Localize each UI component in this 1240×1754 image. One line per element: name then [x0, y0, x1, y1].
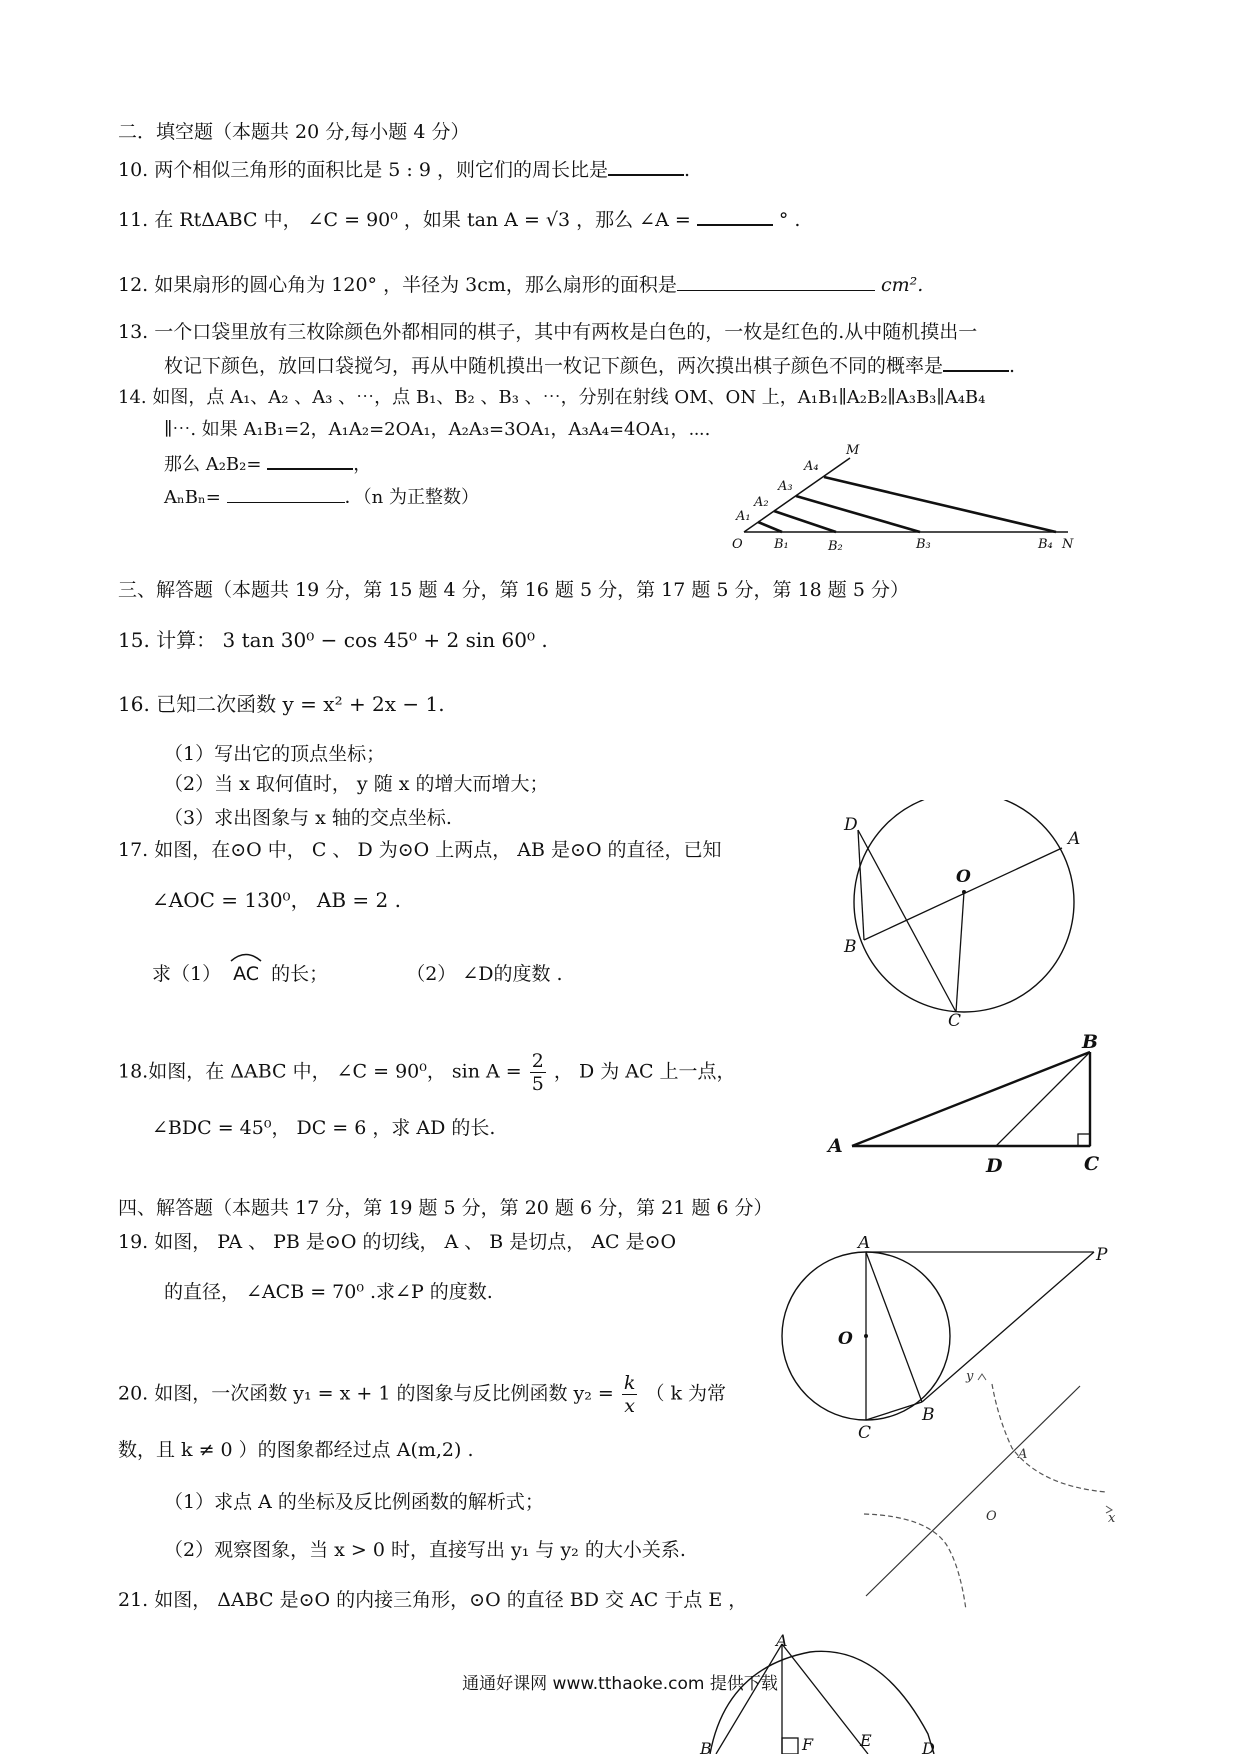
question-19-line2: 的直径， ∠ACB = 70⁰ .求∠P 的度数.	[164, 1281, 493, 1303]
label-c: C	[948, 1011, 962, 1030]
label-d: D	[844, 815, 858, 835]
label-d: D	[922, 1739, 935, 1754]
answer-blank-12[interactable]	[677, 272, 875, 291]
label-b: B	[922, 1405, 935, 1425]
label-a3: A₃	[778, 479, 793, 494]
label-a: A	[1068, 829, 1081, 849]
hyperbola-branch-2	[864, 1514, 966, 1610]
question-17-part1-end: 的长；	[271, 963, 329, 985]
question-18-text: 18.如图，在 ΔABC 中， ∠C = 90⁰， sin A =	[118, 1060, 522, 1083]
question-16-part2: （2）当 x 取何值时， y 随 x 的增大而增大；	[164, 773, 549, 795]
segment-bd	[996, 1052, 1090, 1146]
label-b3: B₃	[916, 537, 931, 552]
question-20-text: 20. 如图，一次函数 y₁ = x + 1 的图象与反比例函数 y₂ =	[118, 1382, 614, 1405]
figure-18	[820, 1028, 1110, 1178]
question-12-end: cm².	[880, 274, 924, 296]
right-angle-mark	[1078, 1134, 1090, 1146]
label-x: x	[1108, 1511, 1116, 1526]
question-14-line4	[164, 484, 479, 510]
label-m: M	[846, 443, 860, 458]
label-f: F	[802, 1735, 814, 1754]
question-17-line1: 17. 如图，在⊙O 中， C 、 D 为⊙O 上两点， AB 是⊙O 的直径，已知	[118, 839, 722, 861]
label-b: B	[700, 1739, 712, 1754]
question-17-line2: ∠AOC = 130⁰， AB = 2 .	[152, 888, 401, 912]
segment-a2b2	[774, 511, 836, 532]
question-20-part1: （1）求点 A 的坐标及反比例函数的解析式；	[164, 1491, 544, 1513]
question-14-line3	[164, 450, 371, 477]
figure-17	[836, 800, 1096, 1030]
question-20-text-end: （ k 为常	[645, 1382, 727, 1405]
question-13-text: 枚记下颜色，放回口袋搅匀，再从中随机摸出一枚记下颜色，两次摸出棋子颜色不同的概率是	[164, 355, 944, 377]
question-15: 15. 计算： 3 tan 30⁰ − cos 45⁰ + 2 sin 60⁰ .	[118, 628, 548, 652]
label-b: B	[1082, 1031, 1099, 1053]
question-20-line2: 数，且 k ≠ 0 ）的图象都经过点 A(m,2) .	[118, 1439, 474, 1461]
label-o: O	[838, 1329, 853, 1349]
circle-o-arc	[710, 1651, 934, 1754]
segment-bd	[858, 830, 864, 940]
linear-function-line	[866, 1386, 1080, 1596]
segment-a4b4	[824, 477, 1056, 532]
fraction-denominator: 5	[531, 1073, 544, 1095]
fraction-numerator: k	[623, 1372, 636, 1394]
question-16-part3: （3）求出图象与 x 轴的交点坐标.	[164, 807, 452, 829]
fraction-numerator: 2	[531, 1050, 544, 1072]
label-a2: A₂	[754, 495, 769, 510]
question-18-text-end: ， D 为 AC 上一点，	[553, 1060, 736, 1083]
segment-dc	[858, 830, 956, 1012]
answer-blank-14b[interactable]	[227, 484, 345, 503]
question-13-line1: 13. 一个口袋里放有三枚除颜色外都相同的棋子，其中有两枚是白色的，一枚是红色的.从中随机摸出一	[118, 321, 978, 343]
fraction-2-5	[530, 1050, 546, 1095]
question-10-end: .	[684, 159, 691, 181]
label-b: B	[844, 937, 857, 957]
question-18-line1	[118, 1050, 736, 1095]
question-10-text: 10. 两个相似三角形的面积比是 5 : 9 ，则它们的周长比是	[118, 159, 608, 181]
fraction-denominator: x	[624, 1395, 635, 1417]
label-p: P	[1096, 1245, 1108, 1265]
question-12	[118, 272, 923, 297]
fraction-k-x	[622, 1372, 638, 1417]
question-11	[118, 206, 800, 232]
question-21: 21. 如图， ΔABC 是⊙O 的内接三角形，⊙O 的直径 BD 交 AC 于点 E ，	[118, 1589, 748, 1611]
label-n: N	[1062, 537, 1074, 552]
question-14-a2b2-label: 那么 A₂B₂=	[164, 454, 262, 475]
label-a: A	[776, 1634, 788, 1650]
answer-blank-10[interactable]	[608, 156, 684, 176]
question-14-anbn-label: AₙBₙ=	[164, 487, 221, 508]
question-18-line2: ∠BDC = 45⁰， DC = 6 ，求 AD 的长.	[152, 1117, 496, 1139]
label-b2: B₂	[828, 539, 843, 554]
arc-ac-label: AC	[233, 963, 260, 985]
label-y: y	[966, 1369, 974, 1384]
question-16-part1: （1）写出它的顶点坐标；	[164, 743, 386, 765]
question-11-end: ° .	[778, 209, 801, 231]
figure-20	[860, 1366, 1120, 1616]
question-17-part1-label: 求（1）	[152, 963, 222, 985]
arc-mark-icon	[229, 952, 263, 962]
label-a1: A₁	[736, 509, 751, 524]
label-o: O	[986, 1509, 997, 1524]
question-20-line1	[118, 1372, 726, 1417]
label-o: O	[732, 537, 743, 552]
label-b1: B₁	[774, 537, 789, 552]
circle-o	[854, 800, 1074, 1012]
label-a4: A₄	[804, 459, 819, 474]
question-17-line3	[152, 962, 563, 986]
segment-a3b3	[796, 496, 920, 532]
label-a: A	[1018, 1447, 1028, 1462]
section-3-title: 三、解答题（本题共 19 分，第 15 题 4 分，第 16 题 5 分，第 17 题 5 分，第 18 题 5 分）	[118, 579, 909, 601]
center-point	[962, 890, 966, 894]
question-13-line2	[164, 352, 1015, 378]
label-e: E	[860, 1731, 872, 1750]
label-a: A	[828, 1135, 843, 1157]
center-point	[864, 1334, 868, 1338]
section-4-title: 四、解答题（本题共 17 分，第 19 题 5 分，第 20 题 6 分，第 21 题 6 分）	[118, 1197, 773, 1219]
question-10	[118, 156, 690, 182]
question-11-text: 11. 在 RtΔABC 中， ∠C = 90⁰ ，如果 tan A = √3 ，那么 ∠A =	[118, 209, 691, 231]
question-17-part2: （2） ∠D的度数 .	[406, 963, 563, 985]
answer-blank-11[interactable]	[697, 206, 773, 226]
segment-ab	[716, 1644, 782, 1754]
diameter-ab	[864, 848, 1062, 940]
question-14-line1: 14. 如图，点 A₁、A₂ 、A₃ 、⋯，点 B₁、B₂ 、B₃ 、⋯，分别在射线 OM、ON 上，A₁B₁∥A₂B₂∥A₃B₃∥A₄B₄	[118, 387, 986, 408]
question-16: 16. 已知二次函数 y = x² + 2x − 1.	[118, 692, 445, 716]
answer-blank-14a[interactable]	[267, 450, 353, 470]
side-ab	[852, 1052, 1090, 1146]
hyperbola-branch-1	[992, 1384, 1106, 1492]
label-d: D	[986, 1155, 1003, 1177]
label-c: C	[1084, 1153, 1100, 1175]
label-c: C	[858, 1423, 872, 1443]
question-12-text: 12. 如果扇形的圆心角为 120° ，半径为 3cm，那么扇形的面积是	[118, 274, 677, 296]
label-b4: B₄	[1038, 537, 1053, 552]
label-a: A	[858, 1236, 871, 1253]
question-14-line2: ∥⋯. 如果 A₁B₁=2，A₁A₂=2OA₁，A₂A₃=3OA₁，A₃A₄=4OA₁，⋯.	[164, 419, 711, 440]
segment-oc	[956, 892, 964, 1012]
question-14-line4-end: ．（n 为正整数）	[344, 487, 479, 508]
y-axis-arrow-icon	[978, 1374, 986, 1380]
figure-14	[720, 440, 1090, 560]
question-14-line3-end: ，	[353, 454, 372, 475]
question-20-part2: （2）观察图象，当 x > 0 时，直接写出 y₁ 与 y₂ 的大小关系.	[164, 1539, 686, 1561]
question-13-end: .	[1009, 355, 1016, 377]
question-19-line1: 19. 如图， PA 、 PB 是⊙O 的切线， A 、 B 是切点， AC 是⊙O	[118, 1231, 677, 1253]
right-angle-mark	[782, 1738, 798, 1754]
segment-a1b1	[758, 522, 782, 532]
answer-blank-13[interactable]	[943, 352, 1009, 372]
label-o: O	[956, 867, 971, 887]
footer-source: 通通好课网 www.tthaoke.com 提供下载	[462, 1674, 778, 1694]
figure-21	[690, 1634, 950, 1754]
arc-ac-symbol	[227, 962, 265, 986]
section-2-title: 二．填空题（本题共 20 分,每小题 4 分）	[118, 121, 470, 143]
